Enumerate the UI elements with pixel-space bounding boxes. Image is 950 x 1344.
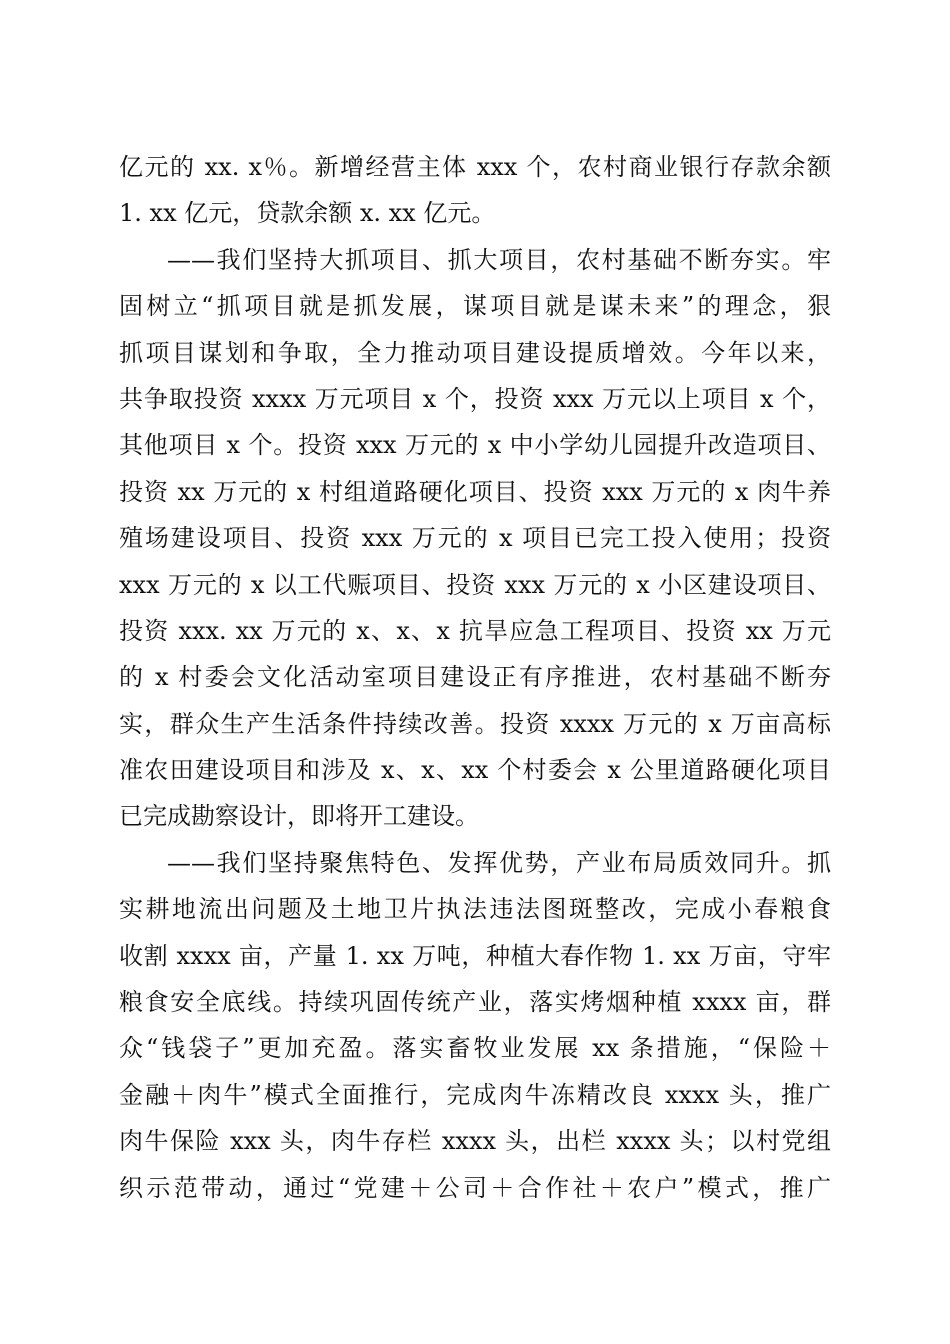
text-line: 实，群众生产生活条件持续改善。投资 xxxx 万元的 x 万亩高标 xyxy=(119,709,831,738)
text-line: 金融＋肉牛”模式全面推行，完成肉牛冻精改良 xxxx 头，推广 xyxy=(119,1080,831,1109)
text-line: 准农田建设项目和涉及 x、x、xx 个村委会 x 公里道路硬化项目 xyxy=(119,756,831,785)
text-line: 肉牛保险 xxx 头，肉牛存栏 xxxx 头，出栏 xxxx 头；以村党组 xyxy=(119,1127,831,1156)
text-line: 亿元的 xx. x％。新增经营主体 xxx 个，农村商业银行存款余额 xyxy=(119,153,831,181)
text-line: xxx 万元的 x 以工代赈项目、投资 xxx 万元的 x 小区建设项目、 xyxy=(119,570,831,599)
text-line: 的 x 村委会文化活动室项目建设正有序推进，农村基础不断夯 xyxy=(119,663,831,692)
text-line: 织示范带动，通过“党建＋公司＋合作社＋农户”模式，推广 xyxy=(119,1173,831,1202)
text-line: 共争取投资 xxxx 万元项目 x 个，投资 xxx 万元以上项目 x 个， xyxy=(119,384,831,413)
text-line: ——我们坚持聚焦特色、发挥优势，产业布局质效同升。抓 xyxy=(167,848,831,877)
text-line: 投资 xx 万元的 x 村组道路硬化项目、投资 xxx 万元的 x 肉牛养 xyxy=(119,477,831,506)
text-line: 其他项目 x 个。投资 xxx 万元的 x 中小学幼儿园提升改造项目、 xyxy=(119,431,831,460)
text-line: 粮食安全底线。持续巩固传统产业，落实烤烟种植 xxxx 亩，群 xyxy=(119,988,831,1017)
text-line: 1. xx 亿元，贷款余额 x. xx 亿元。 xyxy=(119,199,496,228)
text-line: ——我们坚持大抓项目、抓大项目，农村基础不断夯实。牢 xyxy=(167,245,831,274)
text-line: 抓项目谋划和争取，全力推动项目建设提质增效。今年以来， xyxy=(119,338,831,367)
text-line: 殖场建设项目、投资 xxx 万元的 x 项目已完工投入使用；投资 xyxy=(119,524,831,553)
text-line: 实耕地流出问题及土地卫片执法违法图斑整改，完成小春粮食 xyxy=(119,895,831,924)
text-line: 众“钱袋子”更加充盈。落实畜牧业发展 xx 条措施，“保险＋ xyxy=(119,1034,831,1063)
text-line: 投资 xxx. xx 万元的 x、x、x 抗旱应急工程项目、投资 xx 万元 xyxy=(119,616,831,645)
text-line: 收割 xxxx 亩，产量 1. xx 万吨，种植大春作物 1. xx 万亩，守牢 xyxy=(119,941,831,970)
text-line: 固树立“抓项目就是抓发展，谋项目就是谋未来”的理念，狠 xyxy=(119,292,831,321)
body-text xyxy=(119,144,831,1211)
text-line: 已完成勘察设计，即将开工建设。 xyxy=(119,802,479,831)
